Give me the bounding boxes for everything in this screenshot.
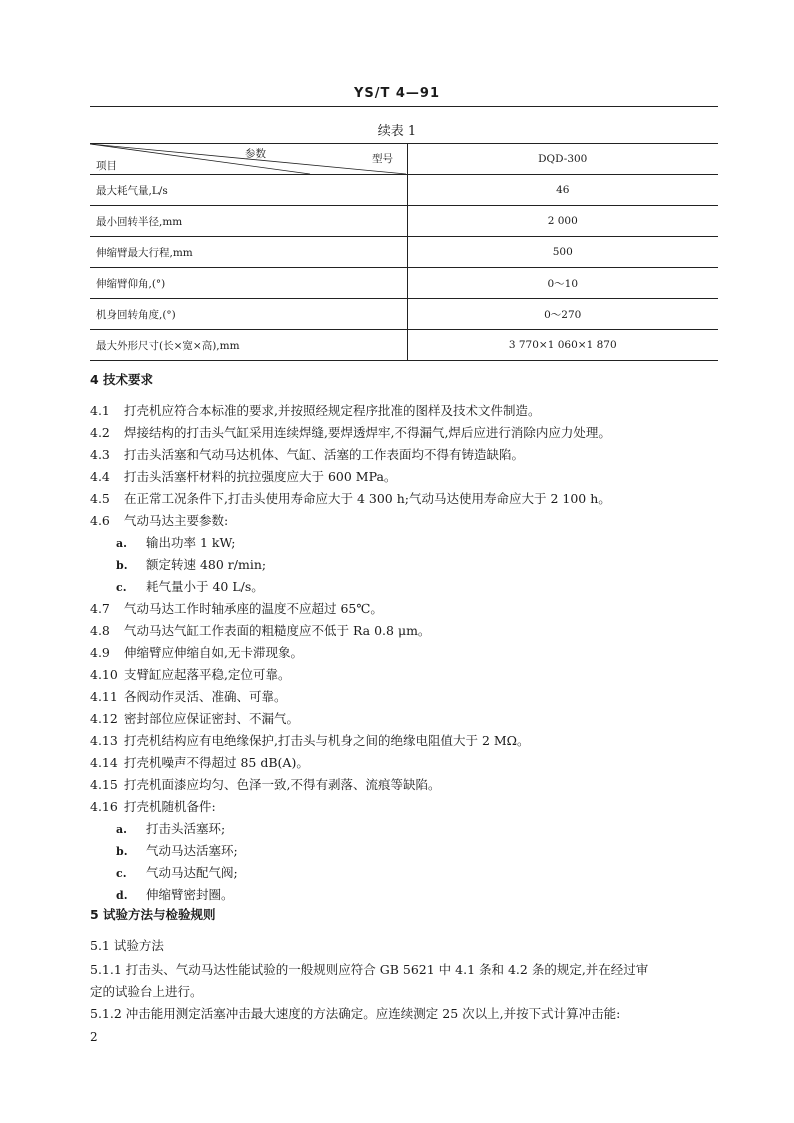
clause-number: 4.5 — [90, 491, 110, 506]
sub-letter: c. — [116, 581, 127, 594]
clause-number: 4.9 — [90, 645, 110, 660]
param-cell: 最大外形尺寸(长×宽×高),mm — [90, 330, 407, 361]
clause-text: 支臂缸应起落平稳,定位可靠。 — [124, 667, 291, 682]
table-caption: 续表 1 — [377, 124, 417, 139]
sub-text: 伸缩臂密封圈。 — [146, 887, 234, 902]
clause-4-14 — [90, 753, 309, 771]
sub-item — [116, 841, 238, 859]
section-5-title: 5 试验方法与检验规则 — [90, 907, 216, 922]
corner-item-label: 项目 — [96, 160, 117, 172]
clause-number: 4.12 — [90, 711, 118, 726]
clause-text: 打壳机噪声不得超过 85 dB(A)。 — [124, 755, 309, 770]
clause-text: 在正常工况条件下,打击头使用寿命应大于 4 300 h;气动马达使用寿命应大于 2 100 h。 — [124, 491, 611, 506]
value-cell: 3 770×1 060×1 870 — [407, 330, 718, 361]
sub-text: 打击头活塞环; — [146, 821, 226, 836]
clause-4-7 — [90, 599, 383, 617]
clause-4-1 — [90, 401, 540, 419]
table-row — [90, 237, 718, 268]
clause-5-1-2: 5.1.2 冲击能用测定活塞冲击最大速度的方法确定。应连续测定 25 次以上,并按下式计算冲击能: — [90, 1006, 621, 1021]
param-cell: 最小回转半径,mm — [90, 206, 407, 237]
clause-number: 4.16 — [90, 799, 118, 814]
model-header: DQD-300 — [407, 144, 718, 175]
clause-text: 打击头活塞杆材料的抗拉强度应大于 600 MPa。 — [124, 469, 397, 484]
clause-number: 4.11 — [90, 689, 118, 704]
clause-number: 4.1 — [90, 403, 110, 418]
value-cell: 500 — [407, 237, 718, 268]
clause-number: 4.15 — [90, 777, 118, 792]
sub-text: 耗气量小于 40 L/s。 — [146, 579, 264, 594]
sub-letter: c. — [116, 867, 127, 880]
sub-letter: b. — [116, 845, 128, 858]
header-divider — [90, 106, 718, 107]
clause-text: 打壳机随机备件: — [124, 799, 216, 814]
param-cell: 伸缩臂最大行程,mm — [90, 237, 407, 268]
value-cell: 46 — [407, 175, 718, 206]
clause-4-12 — [90, 709, 299, 727]
clause-4-2 — [90, 423, 611, 441]
table-row — [90, 268, 718, 299]
clause-4-9 — [90, 643, 303, 661]
clause-4-4 — [90, 467, 396, 485]
clause-text: 打壳机面漆应均匀、色泽一致,不得有剥落、流痕等缺陷。 — [124, 777, 441, 792]
clause-number: 4.8 — [90, 623, 110, 638]
sub-item — [116, 863, 238, 881]
sub-letter: d. — [116, 889, 128, 902]
clause-text: 打壳机结构应有电绝缘保护,打击头与机身之间的绝缘电阻值大于 2 MΩ。 — [124, 733, 530, 748]
clause-text: 打壳机应符合本标准的要求,并按照经规定程序批准的图样及技术文件制造。 — [124, 403, 541, 418]
clause-4-11 — [90, 687, 287, 705]
sub-item — [116, 555, 266, 573]
clause-text: 密封部位应保证密封、不漏气。 — [124, 711, 300, 726]
sub-text: 气动马达活塞环; — [146, 843, 238, 858]
clause-4-3 — [90, 445, 524, 463]
param-cell: 机身回转角度,(°) — [90, 299, 407, 330]
clause-text: 气动马达工作时轴承座的温度不应超过 65℃。 — [124, 601, 383, 616]
clause-text: 打击头活塞和气动马达机体、气缸、活塞的工作表面均不得有铸造缺陷。 — [124, 447, 525, 462]
clause-text: 气动马达气缸工作表面的粗糙度应不低于 Ra 0.8 μm。 — [124, 623, 431, 638]
clause-4-6 — [90, 511, 228, 529]
clause-4-15 — [90, 775, 440, 793]
param-cell: 最大耗气量,L/s — [90, 175, 407, 206]
sub-item — [116, 577, 264, 595]
value-cell: 0～270 — [407, 299, 718, 330]
clause-number: 4.14 — [90, 755, 118, 770]
clause-4-16 — [90, 797, 216, 815]
clause-number: 4.10 — [90, 667, 118, 682]
value-cell: 0～10 — [407, 268, 718, 299]
sub-item — [116, 819, 225, 837]
section-4-title: 4 技术要求 — [90, 372, 154, 387]
clause-text: 焊接结构的打击头气缸采用连续焊缝,要焊透焊牢,不得漏气,焊后应进行消除内应力处理。 — [124, 425, 611, 440]
clause-5-1: 5.1 试验方法 — [90, 938, 164, 953]
sub-text: 额定转速 480 r/min; — [146, 557, 267, 572]
sub-letter: a. — [116, 823, 127, 836]
param-cell: 伸缩臂仰角,(°) — [90, 268, 407, 299]
sub-item — [116, 885, 234, 903]
table-row — [90, 299, 718, 330]
sub-letter: a. — [116, 537, 127, 550]
clause-number: 4.4 — [90, 469, 110, 484]
table-row — [90, 206, 718, 237]
clause-number: 4.3 — [90, 447, 110, 462]
table-row — [90, 330, 718, 361]
sub-text: 输出功率 1 kW; — [146, 535, 236, 550]
clause-text: 气动马达主要参数: — [124, 513, 229, 528]
clause-5-1-1-line2: 定的试验台上进行。 — [90, 984, 203, 999]
clause-4-8 — [90, 621, 430, 639]
document-header-code: YS/T 4—91 — [353, 86, 441, 101]
clause-4-10 — [90, 665, 290, 683]
corner-model-label: 型号 — [372, 153, 393, 165]
clause-number: 4.13 — [90, 733, 118, 748]
clause-text: 各阀动作灵活、准确、可靠。 — [124, 689, 287, 704]
value-cell: 2 000 — [407, 206, 718, 237]
table-row — [90, 175, 718, 206]
clause-text: 伸缩臂应伸缩自如,无卡滞现象。 — [124, 645, 303, 660]
clause-5-1-1-line1: 5.1.1 打击头、气动马达性能试验的一般规则应符合 GB 5621 中 4.1 条和 4.2 条的规定,并在经过审 — [90, 962, 649, 977]
sub-item — [116, 533, 235, 551]
clause-number: 4.2 — [90, 425, 110, 440]
clause-4-5 — [90, 489, 611, 507]
corner-param-label: 参数 — [245, 148, 266, 160]
spec-table — [90, 143, 718, 361]
table-header-row — [90, 144, 718, 175]
diagonal-header-cell — [90, 144, 407, 175]
clause-number: 4.6 — [90, 513, 110, 528]
sub-text: 气动马达配气阀; — [146, 865, 238, 880]
sub-letter: b. — [116, 559, 128, 572]
clause-4-13 — [90, 731, 530, 749]
clause-number: 4.7 — [90, 601, 110, 616]
page-number: 2 — [90, 1030, 98, 1044]
